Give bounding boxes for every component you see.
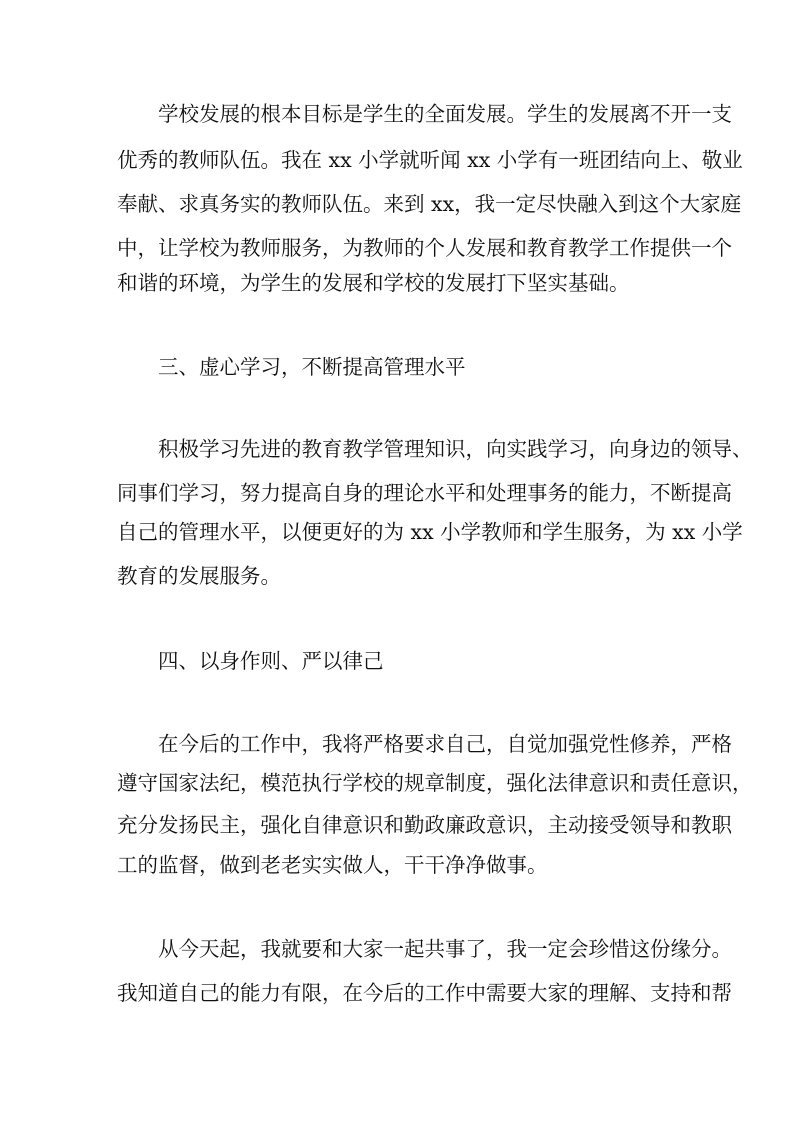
paragraph-1-line-2: 优秀的教师队伍。我在 xx 小学就听闻 xx 小学有一班团结向上、敬业 xyxy=(117,148,743,172)
paragraph-4-line-2: 我知道自己的能力有限，在今后的工作中需要大家的理解、支持和帮 xyxy=(117,981,732,1005)
paragraph-1-line-1: 学校发展的根本目标是学生的全面发展。学生的发展离不开一支 xyxy=(158,102,732,126)
section-heading-3: 三、虚心学习，不断提高管理水平 xyxy=(158,355,466,379)
paragraph-2-line-4: 教育的发展服务。 xyxy=(117,564,281,588)
paragraph-1-line-5: 和谐的环境，为学生的发展和学校的发展打下坚实基础。 xyxy=(117,271,630,295)
paragraph-3-line-1: 在今后的工作中，我将严格要求自己，自觉加强党性修养，严格 xyxy=(158,732,732,756)
paragraph-3-line-2: 遵守国家法纪，模范执行学校的规章制度，强化法律意识和责任意识， xyxy=(117,771,753,795)
paragraph-1-line-3: 奉献、求真务实的教师队伍。来到 xx，我一定尽快融入到这个大家庭 xyxy=(117,192,742,216)
paragraph-2-line-3: 自己的管理水平，以便更好的为 xx 小学教师和学生服务，为 xx 小学 xyxy=(117,520,743,544)
section-heading-4: 四、以身作则、严以律己 xyxy=(158,649,384,673)
paragraph-1-line-4: 中，让学校为教师服务，为教师的个人发展和教育教学工作提供一个 xyxy=(117,236,732,260)
paragraph-2-line-2: 同事们学习，努力提高自身的理论水平和处理事务的能力，不断提高 xyxy=(117,481,732,505)
paragraph-2-line-1: 积极学习先进的教育教学管理知识，向实践学习，向身边的领导、 xyxy=(158,437,753,461)
paragraph-3-line-4: 工的监督，做到老老实实做人，干干净净做事。 xyxy=(117,853,548,877)
paragraph-4-line-1: 从今天起，我就要和大家一起共事了，我一定会珍惜这份缘分。 xyxy=(158,937,732,961)
paragraph-3-line-3: 充分发扬民主，强化自律意识和勤政廉政意识，主动接受领导和教职 xyxy=(117,813,732,837)
